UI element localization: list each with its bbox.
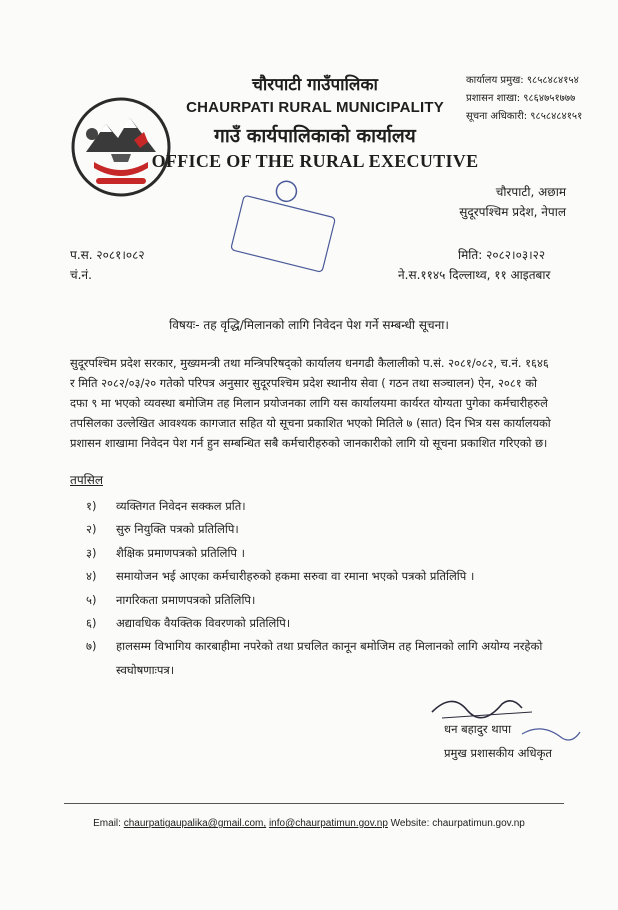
list-item-continuation: स्वघोषणाःपत्र।: [116, 662, 175, 677]
signatory-title: प्रमुख प्रशासकीय अधिकृत: [444, 746, 552, 760]
footer-divider: [64, 803, 564, 804]
email-label: Email:: [93, 818, 121, 829]
notice-subject: विषयः- तह वृद्धि/मिलानको लागि निवेदन पेश गर्ने सम्बन्धी सूचना।: [169, 318, 449, 332]
signatory-name: धन बहादुर थापा: [444, 722, 512, 736]
list-item: ६) अद्यावधिक वैयक्तिक विवरणको प्रतिलिपि।: [86, 616, 291, 631]
address-line-2: सुदूरपश्चिम प्रदेश, नेपाल: [459, 205, 566, 219]
contact-chief: कार्यालय प्रमुख: ९८५८४८४१५४: [466, 75, 579, 86]
document-list: [86, 495, 542, 682]
email-link-1[interactable]: chaurpatigaupalika@gmail.com,: [123, 818, 267, 829]
tapsil-heading: तपसिल: [70, 473, 104, 487]
official-stamp: [230, 176, 340, 276]
date-block: [398, 245, 550, 285]
date-nepal-sambat: ने.स.११४५ दिल्लाथ्व, ११ आइतबार: [398, 268, 551, 282]
municipality-name-english: CHAURPATI RURAL MUNICIPALITY: [186, 99, 444, 116]
notice-body: [70, 353, 590, 453]
body-line: तपसिलका उल्लेखित आवश्यक कागजात सहित यो सूचना प्रकाशित भएको मितिले ७ (सात) दिन भित्र यस कार्यालयको: [70, 416, 551, 430]
office-address: [459, 182, 566, 222]
patra-sankhya: प.स. २०८१।०८२: [70, 248, 145, 262]
footer-contact: [0, 818, 618, 829]
body-line: दफा ९ मा भएको व्यवस्था बमोजिम तह मिलान प्रयोजनका लागि यस कार्यालयमा कार्यरत योग्यता पुगेका कर्मचारीहरुले: [70, 396, 548, 410]
contact-admin: प्रशासन शाखा: ९८६४७५१७७७: [466, 93, 576, 104]
website-link[interactable]: chaurpatimun.gov.np: [432, 818, 525, 829]
office-name-nepali: गाउँ कार्यपालिकाको कार्यालय: [214, 125, 416, 147]
body-line: र मिति २०८२/०३/२० गतेको परिपत्र अनुसार सुदूरपश्चिम प्रदेश स्थानीय सेवा ( गठन तथा सञ्चालन) ऐन, २०८१ को: [70, 376, 537, 390]
date-bs: मिति: २०८२।०३।२२: [458, 248, 546, 262]
email-link-2[interactable]: info@chaurpatimun.gov.np: [268, 818, 388, 829]
website-label: Website:: [390, 818, 430, 829]
list-item: ७) हालसम्म विभागिय कारबाहीमा नपरेको तथा प्रचलित कानून बमोजिम तह मिलानको लागि अयोग्य नरहेको: [86, 639, 543, 654]
list-item: १) व्यक्तिगत निवेदन सक्कल प्रति।: [86, 499, 246, 513]
contact-numbers: [466, 72, 582, 126]
list-item: ४) समायोजन भई आएका कर्मचारीहरुको हकमा सरुवा वा रमाना भएको पत्रको प्रतिलिपि ।: [86, 569, 475, 584]
body-line: प्रशासन शाखामा निवेदन पेश गर्न हुन सम्बन्धित सबै कर्मचारीहरुको जानकारीको लागि यो सूचना प्रकाशित गरिएको छ।: [70, 436, 548, 450]
address-line-1: चौरपाटी, अछाम: [495, 185, 566, 199]
list-item: ५) नागरिकता प्रमाणपत्रको प्रतिलिपि।: [86, 592, 256, 607]
contact-info-officer: सूचना अधिकारी: ९८५८४८४१५१: [466, 111, 583, 122]
reference-block: [70, 245, 145, 285]
list-item: २) सुरु नियुक्ति पत्रको प्रतिलिपि।: [86, 522, 239, 537]
municipality-name-nepali: चौरपाटी गाउँपालिका: [252, 75, 378, 95]
body-line: सुदूरपश्चिम प्रदेश सरकार, मुख्यमन्त्री तथा मन्त्रिपरिषद्को कार्यालय धनगढी कैलालीको प.सं. २०८१/०८२, च.नं. १६४६: [70, 356, 549, 370]
office-name-english: OFFICE OF THE RURAL EXECUTIVE: [151, 151, 479, 171]
list-item: ३) शैक्षिक प्रमाणपत्रको प्रतिलिपि ।: [86, 545, 245, 560]
chalani-number: चं.नं.: [70, 268, 92, 282]
